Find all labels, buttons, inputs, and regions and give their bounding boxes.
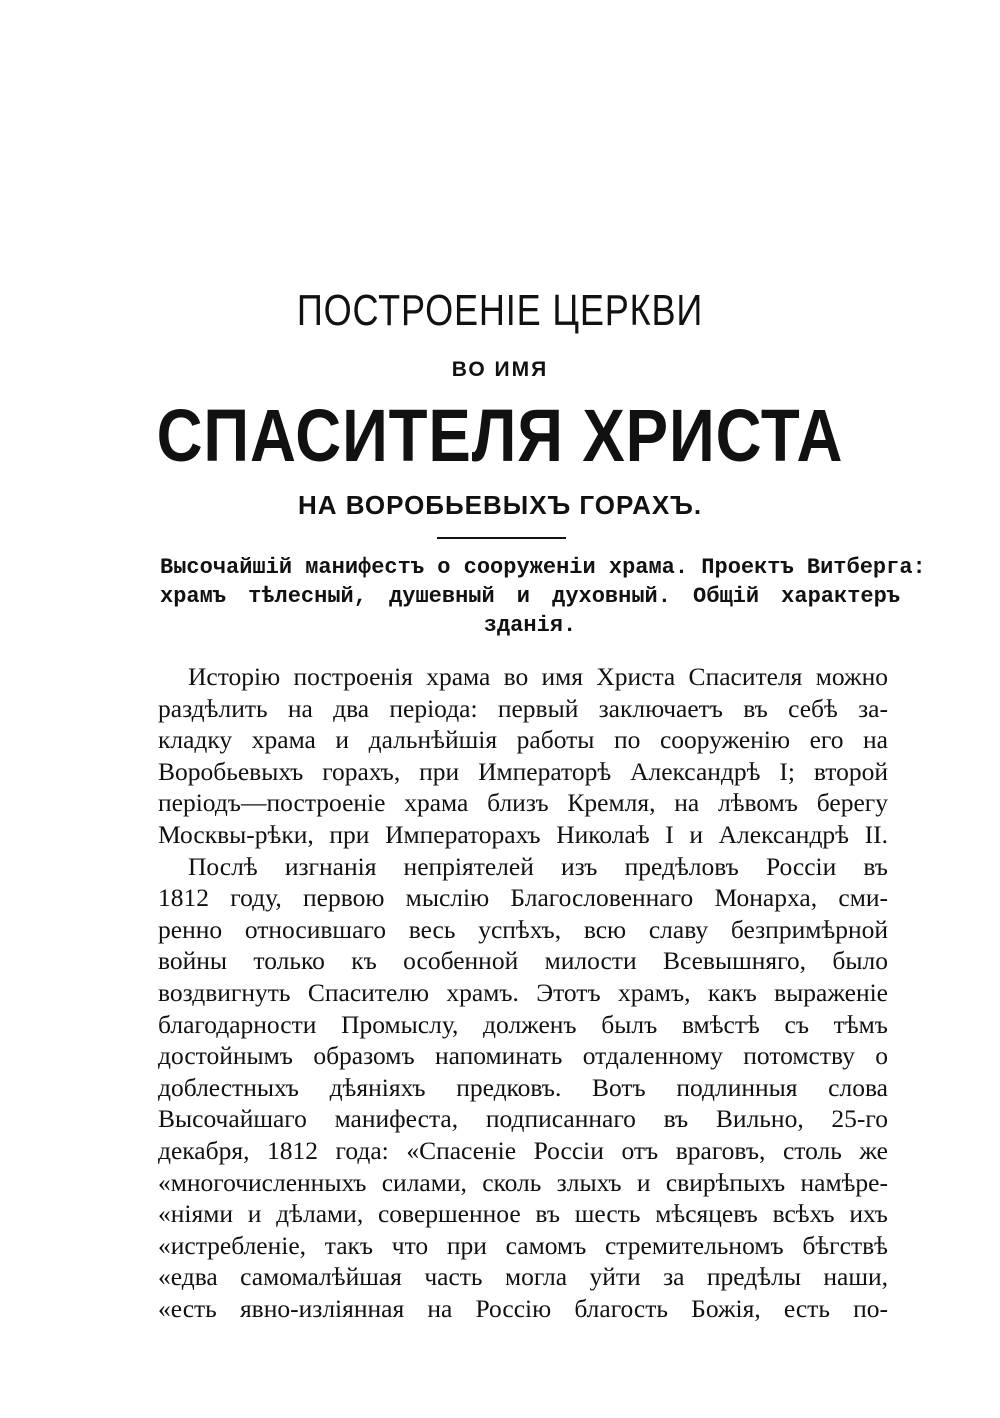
summary-line: зданія. (483, 613, 577, 638)
body-line: «ніями и дѣлами, совершенное въ шесть мѣсяцевъ всѣхъ ихъ (158, 1199, 888, 1229)
summary-line: храмъ тѣлесный, душевный и духовный. Общій характеръ (160, 584, 900, 609)
body-line: періодъ—построеніе храма близъ Кремля, на лѣвомъ берегу (158, 788, 888, 818)
body-text (158, 661, 888, 1324)
body-line: «едва самомалѣйшая часть могла уйти за предѣлы наши, (158, 1262, 888, 1292)
body-line: кладку храма и дальнѣйшія работы по сооруженію его на (158, 725, 888, 755)
heading-line-1: ПОСТРОЕНІЕ ЦЕРКВИ (296, 286, 704, 335)
body-line: декабря, 1812 года: «Спасеніе Россіи отъ враговъ, столь же (158, 1135, 888, 1165)
heading-line-2: ВО ИМЯ (451, 358, 549, 381)
body-line: 1812 году, первою мыслію Благословеннаго Монарха, сми- (158, 883, 888, 913)
body-line: Высочайшаго манифеста, подписаннаго въ Вильно, 25-го (158, 1104, 888, 1134)
body-line: благодарности Промыслу, долженъ былъ вмѣстѣ съ тѣмъ (158, 1009, 888, 1039)
body-line: достойнымъ образомъ напоминать отдаленному потомству о (158, 1041, 888, 1071)
body-line: раздѣлить на два періода: первый заключаетъ въ себѣ за- (158, 693, 888, 723)
chapter-summary (160, 553, 926, 640)
body-line: Воробьевыхъ горахъ, при Императорѣ Александрѣ I; второй (158, 756, 888, 786)
body-line: войны только къ особенной милости Всевышняго, было (158, 946, 888, 976)
summary-line: Высочайшій манифестъ о сооруженіи храма. Проектъ Витберга: (160, 555, 926, 580)
heading-divider (437, 537, 566, 539)
heading-line-4: НА ВОРОБЬЕВЫХЪ ГОРАХЪ. (297, 490, 703, 520)
body-line: ренно относившаго весь успѣхъ, всю славу безпримѣрной (158, 914, 888, 944)
body-line: Послѣ изгнанія непріятелей изъ предѣловъ Россіи въ (188, 851, 888, 881)
body-line: «истребленіе, такъ что при самомъ стремительномъ бѣгствѣ (158, 1230, 888, 1260)
body-line: Исторію построенія храма во имя Христа Спасителя можно (188, 662, 888, 691)
body-line: воздвигнуть Спасителю храмъ. Этотъ храмъ, какъ выраженіе (158, 977, 888, 1007)
body-line: «многочисленныхъ силами, сколь злыхъ и свирѣпыхъ намѣре- (158, 1167, 888, 1197)
body-line: доблестныхъ дѣяніяхъ предковъ. Вотъ подлинныя слова (158, 1072, 888, 1102)
body-line: «есть явно-изліянная на Россію благость Божія, есть по- (158, 1293, 888, 1323)
heading-line-3: СПАСИТЕЛЯ ХРИСТА (156, 394, 844, 477)
body-line: Москвы-рѣки, при Императорахъ Николаѣ I и Александрѣ II. (158, 819, 888, 849)
